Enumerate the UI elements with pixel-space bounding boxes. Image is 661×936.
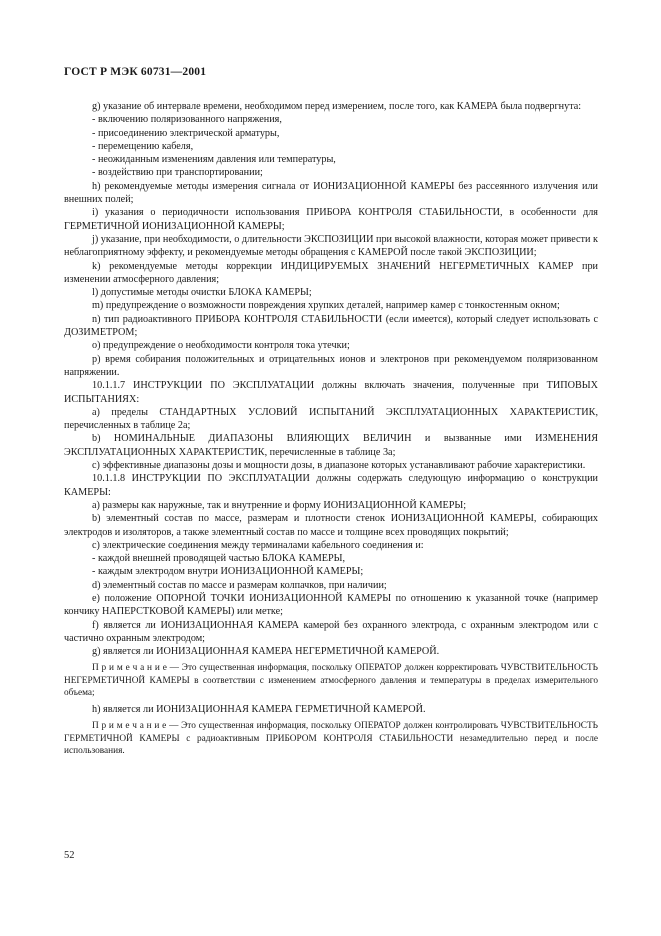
item-k: k) рекомендуемые методы коррекции ИНДИЦИРУЕМЫХ ЗНАЧЕНИЙ НЕГЕРМЕТИЧНЫХ КАМЕР при изменении атмосферного давления; [64,260,598,285]
note-text: — Это существенная информация, поскольку ОПЕРАТОР должен корректировать ЧУВСТВИТЕЛЬНОСТЬ НЕГЕРМЕТИЧНОЙ КАМЕРЫ в соответствии с изменением атмосферного давления и температуры в пределах измерительного объема; [64,663,598,698]
clause-10-1-1-8-e: e) положение ОПОРНОЙ ТОЧКИ ИОНИЗАЦИОННОЙ КАМЕРЫ по отношению к указанной точке (например кончику НАПЕРСТКОВОЙ КАМЕРЫ) или метке; [64,592,598,618]
list-item: - включению поляризованного напряжения, [92,114,282,126]
page-number: 52 [64,850,75,861]
note-text: — Это существенная информация, поскольку ОПЕРАТОР должен контролировать ЧУВСТВИТЕЛЬНОСТЬ ГЕРМЕТИЧНОЙ КАМЕРЫ с радиоактивным ПРИБОРОМ КОНТРОЛЯ СТАБИЛЬНОСТИ незамедлительно перед и после использования. [64,721,598,756]
clause-10-1-1-8-b: b) элементный состав по массе, размерам и плотности стенок ИОНИЗАЦИОННОЙ КАМЕРЫ, собирающих электродов и изоляторов, а также элементный состав по массе и толщине всех проводящих покрытий; [64,513,598,538]
clause-10-1-1-8: 10.1.1.8 ИНСТРУКЦИИ ПО ЭКСПЛУАТАЦИИ должны содержать следующую информацию о конструкции КАМЕРЫ: [64,473,598,498]
item-p: p) время собирания положительных и отрицательных ионов и электронов при рекомендуемом поляризованном напряжении. [64,353,598,378]
item-o: o) предупреждение о необходимости контроля тока утечки; [92,340,350,352]
clause-10-1-1-8-h: h) является ли ИОНИЗАЦИОННАЯ КАМЕРА ГЕРМЕТИЧНОЙ КАМЕРОЙ. [92,704,426,716]
clause-10-1-1-7-b: b) НОМИНАЛЬНЫЕ ДИАПАЗОНЫ ВЛИЯЮЩИХ ВЕЛИЧИН и вызванные ими ИЗМЕНЕНИЯ ЭКСПЛУАТАЦИОННЫХ ХАРАКТЕРИСТИК, перечисленные в таблице 3а; [64,433,598,458]
note-label: П р и м е ч а н и е [92,663,167,674]
note-1 [64,662,598,699]
list-item: - перемещению кабеля, [92,140,194,152]
item-i: i) указания о периодичности использования ПРИБОРА КОНТРОЛЯ СТАБИЛЬНОСТИ, в особенности для ГЕРМЕТИЧНОЙ ИОНИЗАЦИОННОЙ КАМЕРЫ; [64,207,598,232]
item-m: m) предупреждение о возможности повреждения хрупких деталей, например камер с тонкостенным окном; [92,300,560,312]
document-header: ГОСТ Р МЭК 60731—2001 [64,66,207,78]
list-item: - неожиданным изменениям давления или температуры, [92,154,336,166]
page-body [64,100,598,761]
note-2 [64,720,598,757]
clause-10-1-1-8-c: c) электрические соединения между терминалами кабельного соединения и: [92,539,424,551]
item-l: l) допустимые методы очистки БЛОКА КАМЕРЫ; [92,287,312,299]
clause-10-1-1-8-d: d) элементный состав по массе и размерам колпачков, при наличии; [92,579,387,591]
list-item: - каждым электродом внутри ИОНИЗАЦИОННОЙ КАМЕРЫ; [92,566,364,578]
clause-10-1-1-8-g: g) является ли ИОНИЗАЦИОННАЯ КАМЕРА НЕГЕРМЕТИЧНОЙ КАМЕРОЙ. [92,646,440,658]
clause-10-1-1-7-a: a) пределы СТАНДАРТНЫХ УСЛОВИЙ ИСПЫТАНИЙ ЭКСПЛУАТАЦИОННЫХ ХАРАКТЕРИСТИК, перечисленных в таблице 2а; [64,406,598,432]
item-n: n) тип радиоактивного ПРИБОРА КОНТРОЛЯ СТАБИЛЬНОСТИ (если имеется), который следует использовать с ДОЗИМЕТРОМ; [64,313,598,339]
item-h: h) рекомендуемые методы измерения сигнала от ИОНИЗАЦИОННОЙ КАМЕРЫ без рассеянного излучения или внешних полей; [64,180,598,206]
item-j: j) указание, при необходимости, о длительности ЭКСПОЗИЦИИ при высокой влажности, которая может привести к неблагоприятному эффекту, и рекомендуемые методы обращения с КАМЕРОЙ после такой ЭКСПОЗИЦИИ; [64,233,598,259]
clause-10-1-1-8-a: a) размеры как наружные, так и внутренние и форму ИОНИЗАЦИОННОЙ КАМЕРЫ; [92,499,467,511]
note-label: П р и м е ч а н и е [92,721,167,732]
item-g: g) указание об интервале времени, необходимом перед измерением, после того, как КАМЕРА была подвергнута: [92,101,582,112]
list-item: - каждой внешней проводящей частью БЛОКА КАМЕРЫ, [92,553,346,565]
clause-10-1-1-8-f: f) является ли ИОНИЗАЦИОННАЯ КАМЕРА камерой без охранного электрода, с охранным электродом или с частично охранным электродом; [64,619,598,644]
list-item: - воздействию при транспортировании; [92,167,263,179]
list-item: - присоединению электрической арматуры, [92,127,280,139]
clause-10-1-1-7-c: c) эффективные диапазоны дозы и мощности дозы, в диапазоне которых устанавливают рабочие характеристики. [92,460,586,472]
clause-10-1-1-7: 10.1.1.7 ИНСТРУКЦИИ ПО ЭКСПЛУАТАЦИИ должны включать значения, полученные при ТИПОВЫХ ИСПЫТАНИЯХ: [64,380,598,405]
